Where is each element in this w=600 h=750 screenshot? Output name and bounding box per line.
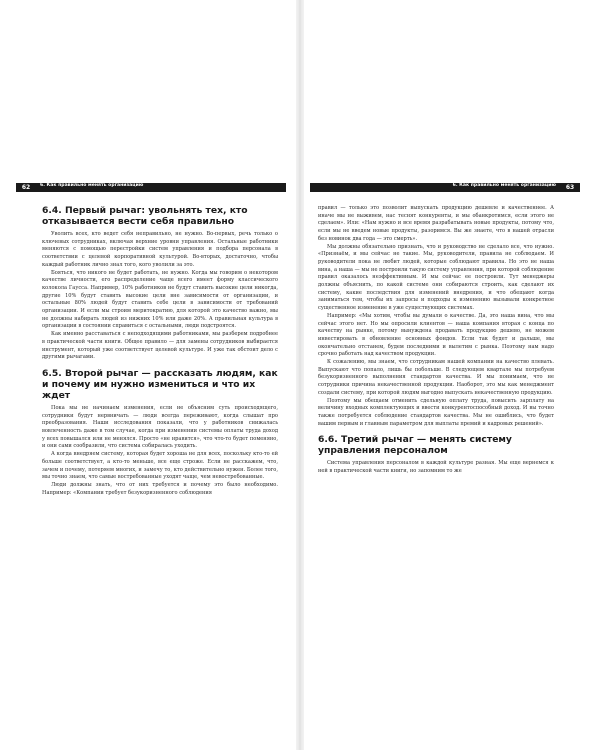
right-page-content: [318, 205, 554, 476]
paragraph: Поэтому мы обещаем отменить сдельную оплату труда, повысить зарплату на величину входных комплектующих и ввести конкурентоспособный доход. И вы точно также потребуется соблюдение стандартов качества. Мы не ошиблись, что будет вашим первым и главным параметром для выплаты премий и кадровых решений».: [318, 397, 554, 427]
left-page: [0, 0, 296, 750]
paragraph: Система управления персоналом в каждой культуре разная. Мы еще вернемся к ней в практической части книги, но запомним то же: [318, 460, 554, 475]
chapter-header: 6. Как правильно менять организацию: [40, 183, 144, 188]
paragraph: Уволить всех, кто ведет себя неправильно, не нужно. Во-первых, речь только о ключевых сотрудниках, включая верхние уровни управления. Остальные работники меняются с помощью перестройки систем управления и подбора персонала в соответствии с целевой корпоративной культурой. Во-вторых, достаточно, чтобы каждый работник лично знал того, кого уволили за это.: [42, 231, 278, 268]
paragraph: Мы должны обязательно признать, что и руководство не сделало все, что нужно. «Признаём, и мы сейчас не такие. Мы, руководители, правила не соблюдаем. И руководители пока не любит людей, которые соблюдают правила. Но это не наша вина, а наша — мы не построили такую систему управления, при которой соблюдение правил оказалось неэффективным. И мы сейчас ее построили. Тут менеджеры должны объяснить, по какой системе они собираются строить, как сделают их систему, какие последствия для изменений внедрения, и что обещают когда заниматься тем, чтобы их запросы и подходы к изменению вызывали конкретное существенное изменение в уже существующих системах.: [318, 243, 554, 312]
chapter-header: 6. Как правильно менять организацию: [452, 183, 556, 188]
section-heading: 6.6. Третий рычаг — менять систему управления персоналом: [318, 434, 512, 457]
right-page: [304, 0, 600, 750]
page-number: 63: [560, 183, 580, 192]
paragraph: правил — только это позволит выпускать продукцию дешевле и качественнее. А иначе мы не выживем, нас теснят конкуренты, и мы обанкротимся, если этого не сделаем». Или: «Нам нужно и все время разрабатывать новые продукты, потому что, если мы не введем новые продукты, разоримся. Вы же знаете, что в нашей отрасли без новинок два года — это смерть».: [318, 205, 554, 242]
section-heading: 6.4. Первый рычаг: увольнять тех, кто отказывается вести себя правильно: [42, 205, 248, 227]
section-heading: 6.5. Второй рычаг — рассказать людям, как и почему им нужно измениться и что их ждет: [42, 367, 278, 401]
paragraph: Пока мы не начинаем изменения, если не объясним суть происходящего, сотрудники будут нервничать — люди всегда переживают, когда слышат про преобразования. Наши исследования показали, что у работников снижалась вовлеченность даже в том случае, когда при изменении системы оплаты труда доход у всех повышался или не менялся. Просто «не нравится», что что-то будет поменяно, и они сами сообразили, что система собиралась уходить.: [42, 404, 278, 450]
paragraph: А когда внедряем систему, которая будет хороша не для всех, поскольку кто-то ей больше соответствует, а кто-то меньше, все еще строже. Если не расскажем, что, зачем и почему, потеряем многих, и замечу то, кто действительно нужен. Более того, мы точно знаем, что самые востребованные уходят чаще, чем невостребованные.: [42, 451, 278, 481]
paragraph: Как именно расставаться с неподходящими работниками, мы разберем подробнее в практической части книги. Общее правило — для замены сотрудников выбирается инструмент, который уже соответствует целевой культуре. И уже так обстоит дело с другими рычагами.: [42, 331, 278, 361]
left-page-content: [42, 205, 278, 497]
paragraph: Бояться, что никого не будет работать, не нужно. Когда мы говорим о некотором качестве личности, его распределение чаще всего имеет форму классического колокола Гаусса. Например, 10% работников не будут ставить высокие цели никогда, другие 10% будут ставить высокие цели вне зависимости от организации, и остальные 80% людей будут ставить себе цели в зависимости от требований организации. И если мы строим меритократию, для которой это качество важно, мы не должны набирать людей из нижних 10% или даже 20%. А правильная культура в организации в состоянии справиться с остальными, люди подстроятся.: [42, 269, 278, 330]
paragraph: К сожалению, мы знаем, что сотрудникам нашей компании на качество плевать. Выпускают что попало, лишь бы побольше. В следующем квартале мы потребуем безукоризненного выполнения стандартов качества. И мы понимаем, что не сотрудники причина некачественной продукции. Наоборот, это мы как менеджмент создали систему, при которой людям выгодно выпускать некачественную продукцию.: [318, 359, 554, 396]
page-number: 62: [16, 183, 36, 192]
paragraph: Люди должны знать, что от них требуется и почему это было необходимо. Например: «Компании требует безукоризненного соблюдения: [42, 481, 278, 496]
paragraph: Например: «Мы хотим, чтобы вы думали о качестве. Да, это наша вина, что мы сейчас этого нет. Но мы опросили клиентов — наша компания вторая с конца по качеству на рынке, потому вынуждена продавать продукцию дешево, не можем инвестировать в обновление основных фондов. Если так будет и дальше, мы окончательно отстанем, будем последними и вылетим с рынка. Поэтому нам надо срочно работать над качеством продукции.: [318, 312, 554, 358]
